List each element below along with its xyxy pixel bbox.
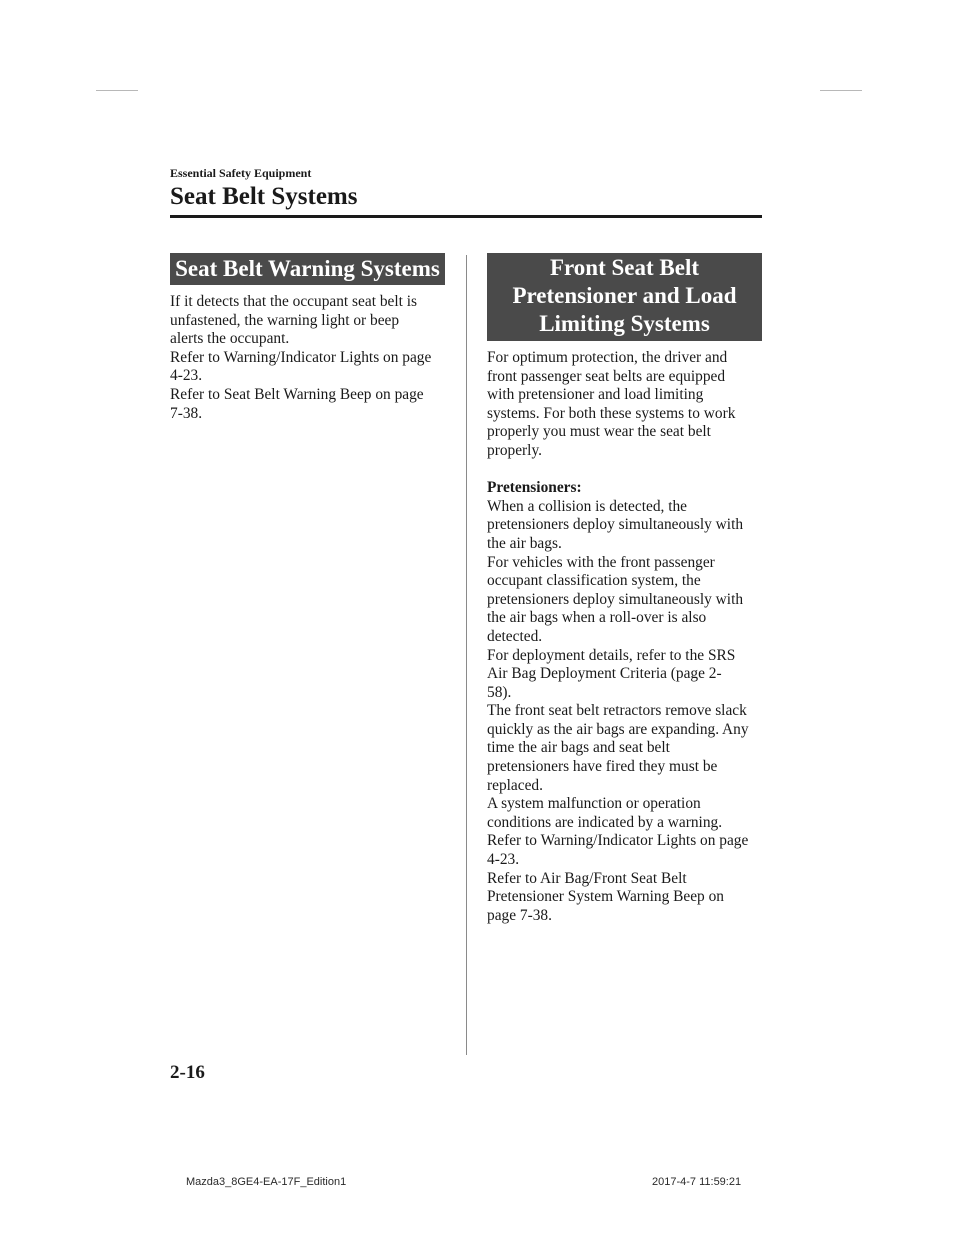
text-line: time the air bags and seat belt [487,739,670,757]
chapter-title: Seat Belt Systems [170,183,358,210]
text-line: pretensioners have fired they must be [487,758,718,776]
column-divider [466,255,467,1055]
heading-line: Limiting Systems [539,311,710,336]
text-line: 4-23. [487,851,520,869]
text-line: replaced. [487,776,543,794]
text-line: properly you must wear the seat belt [487,423,711,441]
text-line: Refer to Warning/Indicator Lights on page [487,832,749,850]
text-line: front passenger seat belts are equipped [487,367,726,385]
pretensioners-subheading: Pretensioners: [487,479,582,497]
text-line: Refer to Air Bag/Front Seat Belt [487,869,687,887]
section-label: Essential Safety Equipment [170,166,312,180]
seat-belt-warning-heading: Seat Belt Warning Systems [170,253,445,285]
text-line: systems. For both these systems to work [487,404,736,422]
footer-timestamp: 2017-4-7 11:59:21 [652,1176,742,1188]
text-line: conditions are indicated by a warning. [487,813,723,831]
text-line: occupant classification system, the [487,572,701,590]
pretensioner-heading [487,253,762,341]
text-line: the air bags when a roll-over is also [487,609,707,627]
text-line: quickly as the air bags are expanding. Any [487,720,749,738]
text-line: Air Bag Deployment Criteria (page 2- [487,665,722,683]
text-line: The front seat belt retractors remove slack [487,702,747,720]
text-line: When a collision is detected, the [487,497,688,515]
right-column-text [487,349,769,925]
text-line: 7-38. [170,404,203,422]
text-line: detected. [487,627,543,645]
left-column-text [170,293,450,423]
text-line: A system malfunction or operation [487,795,701,813]
text-line: page 7-38. [487,906,552,924]
text-line: Refer to Warning/Indicator Lights on page [170,348,432,366]
footer-edition: Mazda3_8GE4-EA-17F_Edition1 [186,1176,347,1188]
text-line: 4-23. [170,367,203,385]
crop-mark-left [96,90,138,91]
text-line: pretensioners deploy simultaneously with [487,590,744,608]
text-line: properly. [487,441,542,459]
text-line: Pretensioner System Warning Beep on [487,888,724,906]
text-line: 58). [487,683,512,701]
text-line: pretensioners deploy simultaneously with [487,516,744,534]
text-line: unfastened, the warning light or beep [170,311,400,329]
text-line: If it detects that the occupant seat belt is [170,293,418,310]
heading-line: Pretensioner and Load [512,283,737,308]
text-line: with pretensioner and load limiting [487,386,704,404]
text-line: alerts the occupant. [170,330,290,348]
text-line: For vehicles with the front passenger [487,553,715,571]
text-line: For deployment details, refer to the SRS [487,646,736,664]
text-line: For optimum protection, the driver and [487,349,728,366]
heading-line: Front Seat Belt [549,255,700,280]
paragraph-gap [487,461,769,480]
crop-mark-right [820,90,862,91]
text-line: Refer to Seat Belt Warning Beep on page [170,385,424,403]
text-line: the air bags. [487,534,562,552]
page-number: 2-16 [170,1062,205,1083]
header-rule [170,215,762,218]
